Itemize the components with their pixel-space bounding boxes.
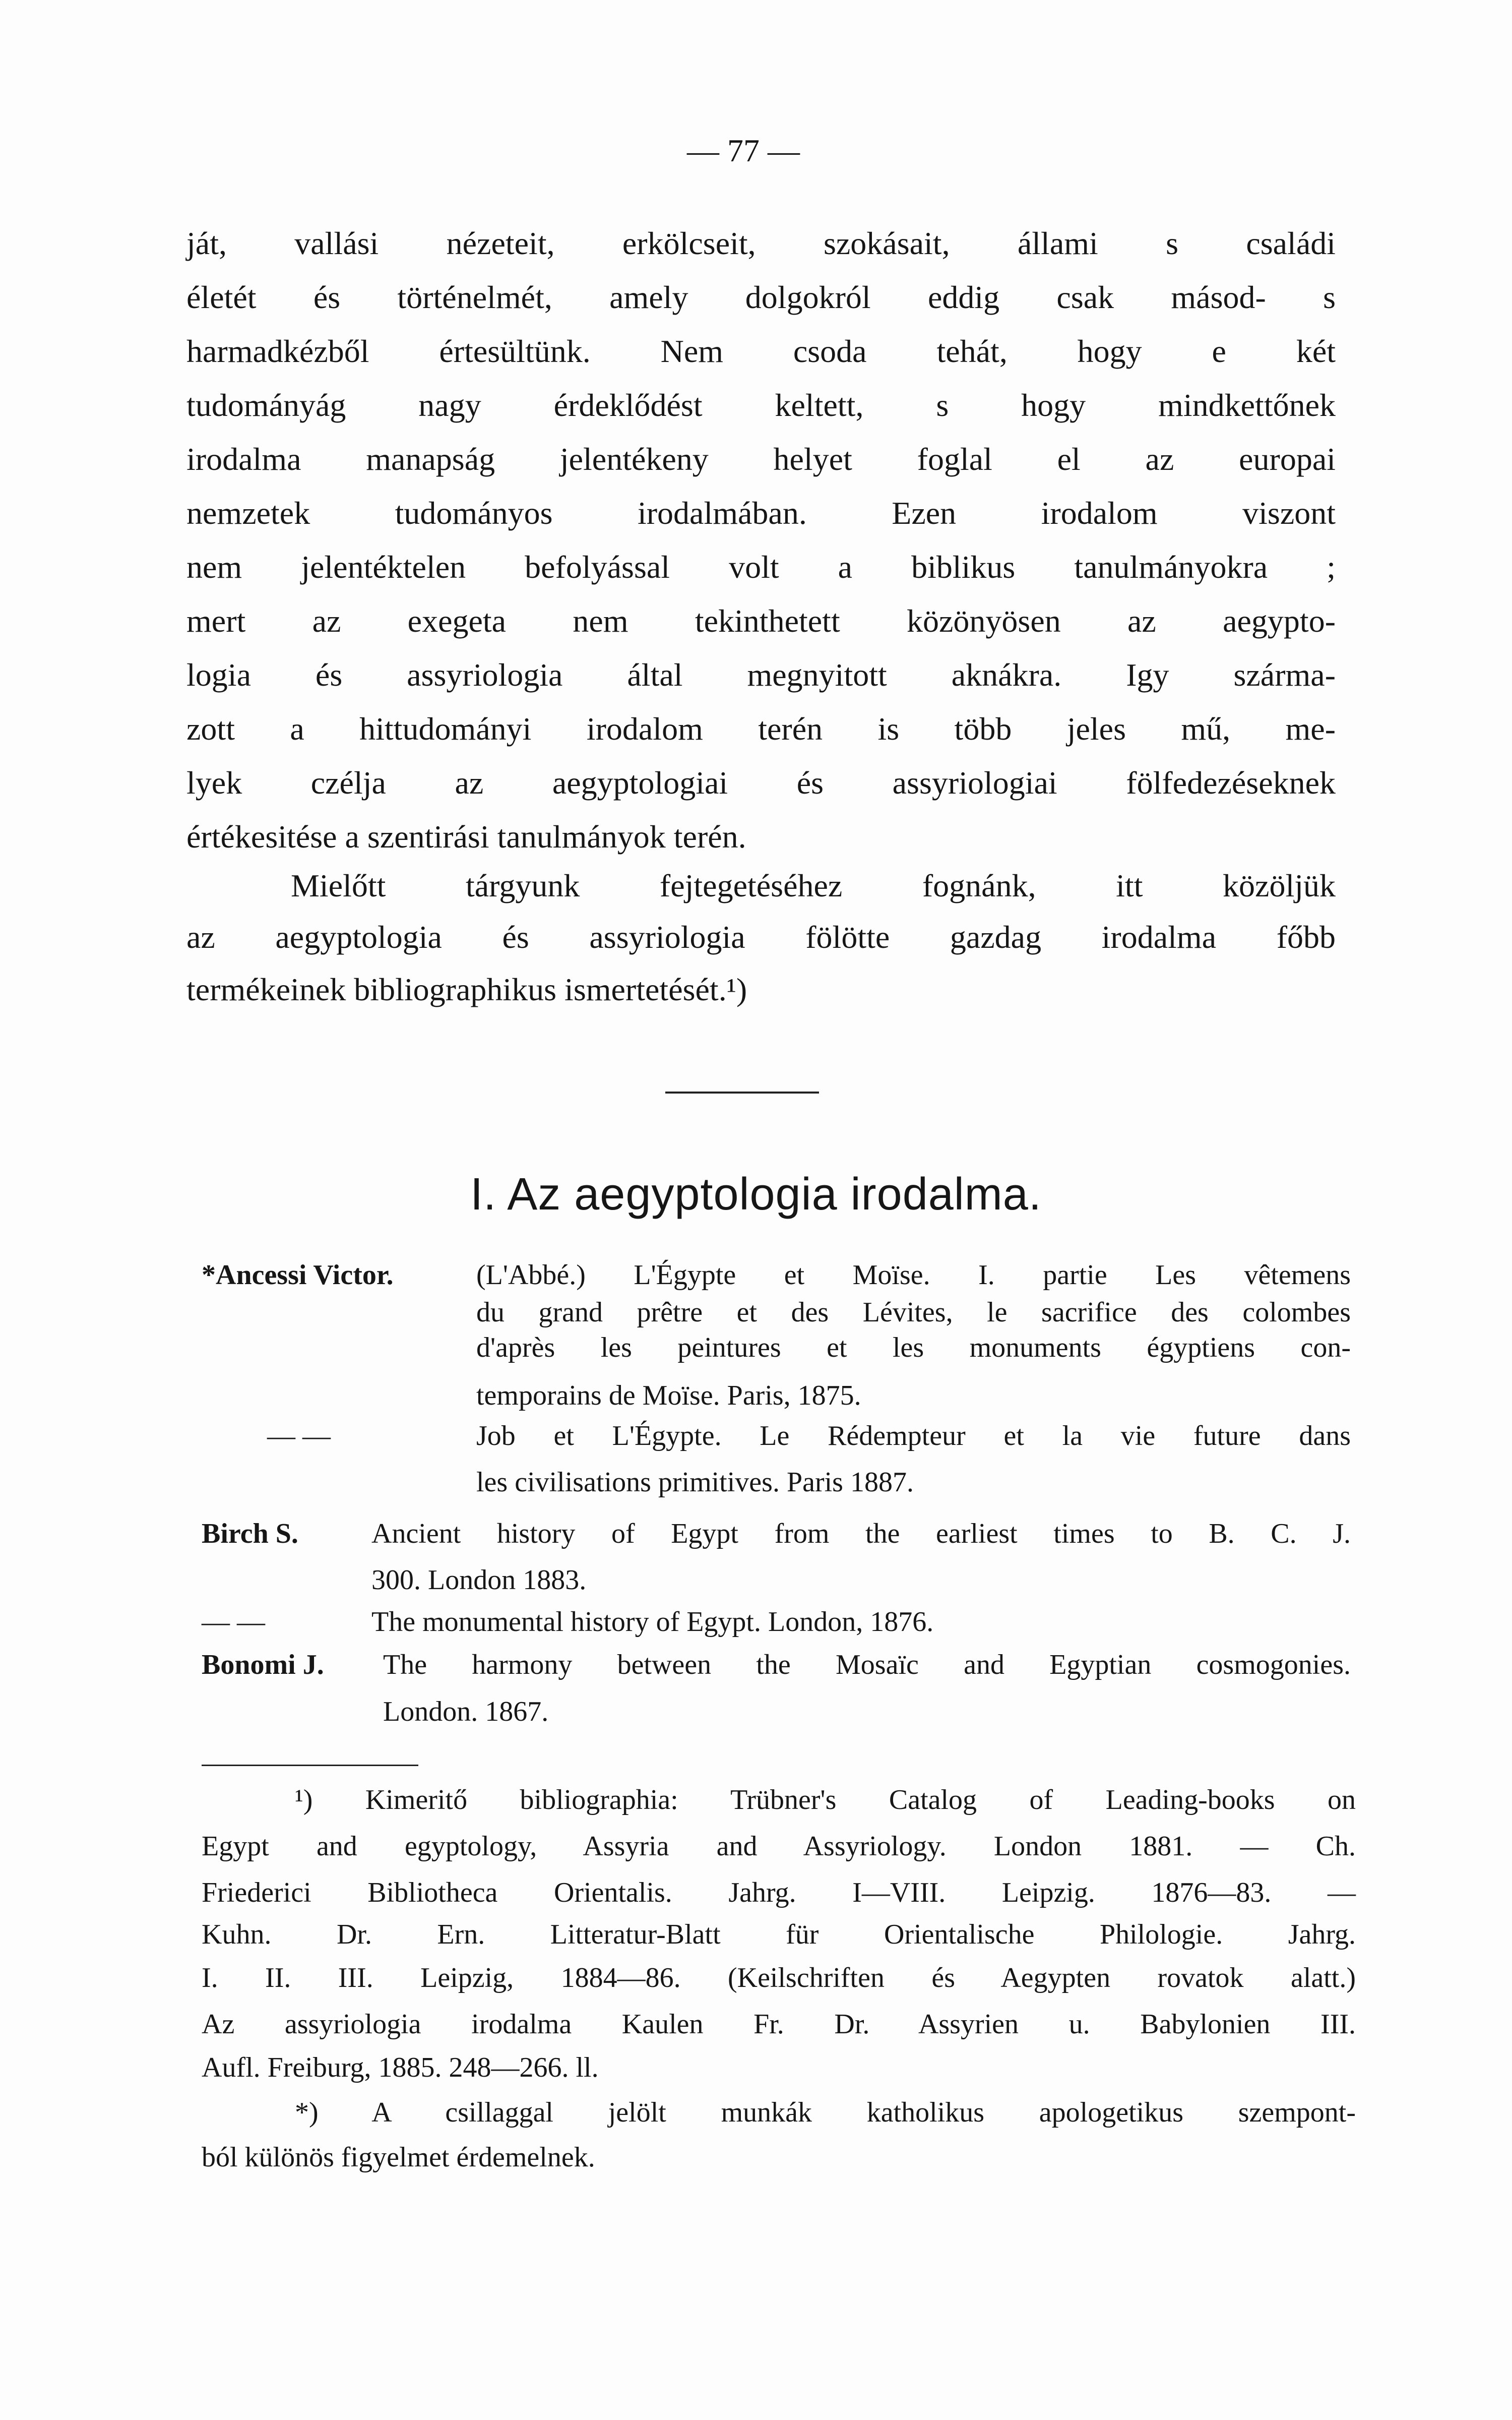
footnote-line: *) A csillaggal jelölt munkák katholikus apologetikus szempont- [295, 2097, 1356, 2129]
body-text-line: harmadkézből értesültünk. Nem csoda tehát, hogy e két [186, 333, 1336, 370]
bibliography-entry-line: les civilisations primitives. Paris 1887. [476, 1467, 914, 1498]
ditto-dashes: — — [202, 1606, 265, 1638]
bibliography-entry-line: Job et L'Égypte. Le Rédempteur et la vie future dans [476, 1420, 1351, 1452]
bibliography-entry-line: The monumental history of Egypt. London, 1876. [371, 1606, 934, 1638]
section-divider [665, 1092, 819, 1094]
body-text-line: Mielőtt tárgyunk fejtegetéséhez fognánk, itt közöljük [291, 868, 1336, 904]
footnote-line: Kuhn. Dr. Ern. Litteratur-Blatt für Orientalische Philologie. Jahrg. [202, 1919, 1356, 1951]
ditto-dashes: — — [267, 1420, 331, 1452]
bibliography-entry-line: d'après les peintures et les monuments égyptiens con- [476, 1332, 1351, 1364]
bibliography-entry-line: Ancient history of Egypt from the earliest times to B. C. J. [371, 1518, 1351, 1550]
page-number: — 77 — [687, 133, 800, 168]
body-text-line: értékesitése a szentirási tanulmányok terén. [186, 819, 746, 855]
body-text-line: lyek czélja az aegyptologiai és assyriologiai fölfedezéseknek [186, 765, 1336, 801]
body-text-line: az aegyptologia és assyriologia fölötte gazdag irodalma főbb [186, 919, 1336, 955]
footnote-line: Az assyriologia irodalma Kaulen Fr. Dr. Assyrien u. Babylonien III. [202, 2009, 1356, 2040]
body-text-line: mert az exegeta nem tekinthetett közönyösen az aegypto- [186, 603, 1336, 639]
bibliography-entry-line: London. 1867. [383, 1696, 549, 1728]
body-text-line: nemzetek tudományos irodalmában. Ezen irodalom viszont [186, 495, 1336, 531]
body-text-line: irodalma manapság jelentékeny helyet foglal el az europai [186, 441, 1336, 477]
bibliography-entry-line: (L'Abbé.) L'Égypte et Moïse. I. partie Les vêtemens [476, 1259, 1351, 1291]
bibliography-entry-line: 300. London 1883. [371, 1564, 587, 1596]
body-text-line: életét és történelmét, amely dolgokról eddig csak másod- s [186, 279, 1336, 316]
footnote-line: ¹) Kimeritő bibliographia: Trübner's Catalog of Leading-books on [295, 1784, 1356, 1816]
bibliography-entry-line: temporains de Moïse. Paris, 1875. [476, 1380, 861, 1412]
footnote-line: Aufl. Freiburg, 1885. 248—266. ll. [202, 2052, 599, 2084]
body-text-line: tudományág nagy érdeklődést keltett, s hogy mindkettőnek [186, 387, 1336, 424]
body-text-line: nem jelentéktelen befolyással volt a biblikus tanulmányokra ; [186, 549, 1336, 585]
bibliography-entry-line: The harmony between the Mosaïc and Egyptian cosmogonies. [383, 1649, 1351, 1681]
footnote-line: ból különös figyelmet érdemelnek. [202, 2142, 595, 2173]
body-text-line: logia és assyriologia által megnyitott aknákra. Igy szárma- [186, 657, 1336, 693]
author-name: Birch S. [202, 1518, 298, 1550]
footnote-line: I. II. III. Leipzig, 1884—86. (Keilschriften és Aegypten rovatok alatt.) [202, 1962, 1356, 1994]
footnote-divider [202, 1765, 418, 1766]
author-name: Bonomi J. [202, 1649, 324, 1681]
body-text-line: ját, vallási nézeteit, erkölcseit, szokásait, állami s családi [186, 225, 1336, 262]
body-text-line: termékeinek bibliographikus ismertetését.¹) [186, 972, 747, 1008]
bibliography-entry-line: du grand prêtre et des Lévites, le sacrifice des colombes [476, 1297, 1351, 1328]
footnote-line: Friederici Bibliotheca Orientalis. Jahrg. I—VIII. Leipzig. 1876—83. — [202, 1877, 1356, 1909]
section-heading: I. Az aegyptologia irodalma. [470, 1169, 1042, 1220]
body-text-line: zott a hittudományi irodalom terén is több jeles mű, me- [186, 711, 1336, 747]
footnote-line: Egypt and egyptology, Assyria and Assyriology. London 1881. — Ch. [202, 1831, 1356, 1862]
author-name: *Ancessi Victor. [202, 1259, 394, 1291]
